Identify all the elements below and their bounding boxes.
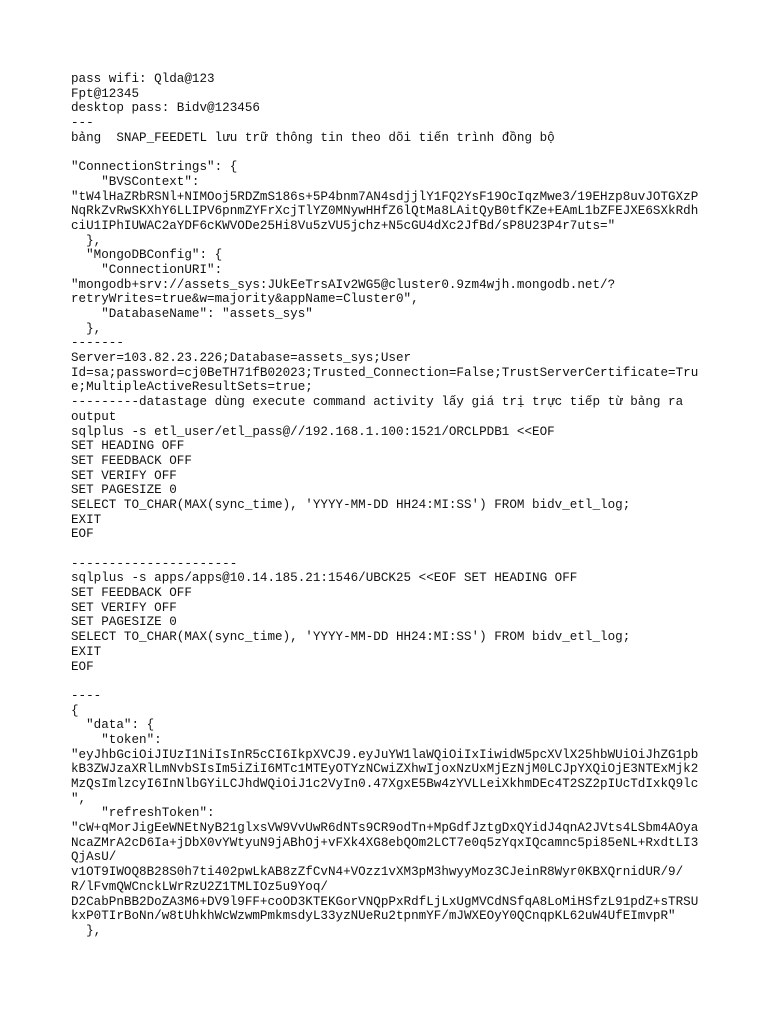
- text-line: -------: [71, 336, 124, 351]
- text-line: MzQsImlzcyI6InNlbGYiLCJhdWQiOiJ1c2VyIn0.47XgxE5Bw4zYVLLeiXkhmDEc4T2SZ2pIUcTdIxkQ9lc: [71, 777, 699, 791]
- text-line: "DatabaseName": "assets_sys": [71, 307, 313, 321]
- text-line: retryWrites=true&w=majority&appName=Cluster0",: [71, 292, 419, 307]
- text-line: EXIT: [71, 512, 102, 527]
- text-line: "token":: [71, 732, 162, 747]
- text-line: "ConnectionStrings": {: [71, 160, 238, 175]
- text-line: SET PAGESIZE 0: [71, 615, 177, 630]
- text-line: kB3ZWJzaXRlLmNvbSIsIm5iZiI6MTc1MTEyOTYzNCwiZXhwIjoxNzUxMjEzNjM0LCJpYXQiOjE3NTExMjk2: [71, 762, 699, 777]
- text-line: [71, 145, 701, 160]
- text-line: pass wifi: Qlda@123: [71, 72, 215, 86]
- text-line: },: [71, 923, 102, 938]
- text-line: "cW+qMorJigEeWNEtNyB21glxsVW9VvUwR6dNTs9CR9odTn+MpGdfJztgDxQYidJ4qnA2JVts4LSbm4AOya: [71, 821, 699, 836]
- text-line: "ConnectionURI":: [71, 262, 223, 277]
- text-line: [71, 674, 701, 689]
- text-line: "refreshToken":: [71, 806, 215, 821]
- text-line: sqlplus -s apps/apps@10.14.185.21:1546/UBCK25 <<EOF SET HEADING OFF: [71, 571, 578, 586]
- text-line: SELECT TO_CHAR(MAX(sync_time), 'YYYY-MM-DD HH24:MI:SS') FROM bidv_etl_log;: [71, 630, 631, 645]
- text-line: kxP0TIrBoNn/w8tUhkhWcWzwmPmkmsdyL33yzNUeRu2tpnmYF/mJWXEOyY0QCnqpKL62uW4UfEImvpR": [71, 909, 676, 924]
- text-line: SELECT TO_CHAR(MAX(sync_time), 'YYYY-MM-DD HH24:MI:SS') FROM bidv_etl_log;: [71, 497, 631, 512]
- text-line: NqRkZvRwSKXhY6LLIPV6pnmZYFrXcjTlYZ0MNywHHfZ6lQtMa8LAitQyB0tfKZe+EAmL1bZFEJXE6SXkRdh: [71, 204, 699, 219]
- text-line: ",: [71, 791, 87, 806]
- text-line: bảng SNAP_FEEDETL lưu trữ thông tin theo dõi tiến trình đồng bộ: [71, 130, 555, 145]
- text-line: ---------datastage dùng execute command activity lấy giá trị trực tiếp từ bảng ra: [71, 395, 684, 410]
- text-line: D2CabPnBB2DoZA3M6+DV9l9FF+coOD3KTEKGorVNQpPxRdfLjLxUgMVCdNSfqA8LoMiHSfzL91pdZ+sTRSU: [71, 894, 699, 909]
- text-line: desktop pass: Bidv@123456: [71, 101, 260, 116]
- text-line: SET FEEDBACK OFF: [71, 453, 192, 468]
- text-line: "mongodb+srv://assets_sys:JUkEeTrsAIv2WG5@cluster0.9zm4wjh.mongodb.net/?: [71, 277, 616, 292]
- text-line: Server=103.82.23.226;Database=assets_sys;User: [71, 351, 412, 366]
- text-line: {: [71, 703, 79, 718]
- text-line: ----------------------: [71, 556, 238, 571]
- text-line: R/lFvmQWCnckLWrRzU2Z1TMLIOz5u9Yoq/: [71, 879, 328, 894]
- text-line: SET VERIFY OFF: [71, 468, 177, 483]
- document-text: [71, 72, 701, 939]
- text-line: SET PAGESIZE 0: [71, 483, 177, 498]
- text-line: v1OT9IWOQ8B28S0h7ti402pwLkAB8zZfCvN4+VOzz1vXM3pM3hwyyMoz3CJeinR8Wyr0KBXQrnidUR/9/: [71, 865, 684, 880]
- text-line: QjAsU/: [71, 850, 117, 865]
- text-line: ---: [71, 116, 94, 131]
- text-line: ----: [71, 688, 102, 703]
- text-line: SET FEEDBACK OFF: [71, 586, 192, 601]
- text-line: },: [71, 233, 102, 248]
- text-line: },: [71, 321, 102, 336]
- text-line: "MongoDBConfig": {: [71, 248, 223, 263]
- text-line: ciU1IPhIUWAC2aYDF6cKWVODe25Hi8Vu5zVU5jchz+N5cGU4dXc2JfBd/sP8U23P4r7uts=": [71, 218, 616, 233]
- text-line: output: [71, 409, 117, 424]
- text-line: EOF: [71, 659, 94, 674]
- text-line: EXIT: [71, 644, 102, 659]
- text-line: NcaZMrA2cD6Ia+jDbX0vYWtyuN9jABhOj+vFXk4XG8ebQOm2LCT7e0q5zYqxIQcamnc5pi85eNL+RxdtLI3: [71, 835, 699, 850]
- text-line: sqlplus -s etl_user/etl_pass@//192.168.1.100:1521/ORCLPDB1 <<EOF: [71, 424, 555, 439]
- text-line: Id=sa;password=cj0BeTH71fB02023;Trusted_Connection=False;TrustServerCertificate=Tru: [71, 365, 699, 380]
- text-line: "tW4lHaZRbRSNl+NIMOoj5RDZmS186s+5P4bnm7AN4sdjjlY1FQ2YsF19OcIqzMwe3/19EHzp8uvJOTGXzP: [71, 189, 699, 204]
- text-line: "eyJhbGciOiJIUzI1NiIsInR5cCI6IkpXVCJ9.eyJuYW1laWQiOiIxIiwidW5pcXVlX25hbWUiOiJhZG1pb: [71, 747, 699, 762]
- text-line: "data": {: [71, 718, 155, 733]
- text-line: SET HEADING OFF: [71, 439, 185, 454]
- text-line: e;MultipleActiveResultSets=true;: [71, 380, 313, 395]
- text-line: SET VERIFY OFF: [71, 600, 177, 615]
- text-line: "BVSContext":: [71, 174, 200, 189]
- text-line: EOF: [71, 527, 94, 542]
- text-line: [71, 542, 701, 557]
- text-line: Fpt@12345: [71, 86, 140, 101]
